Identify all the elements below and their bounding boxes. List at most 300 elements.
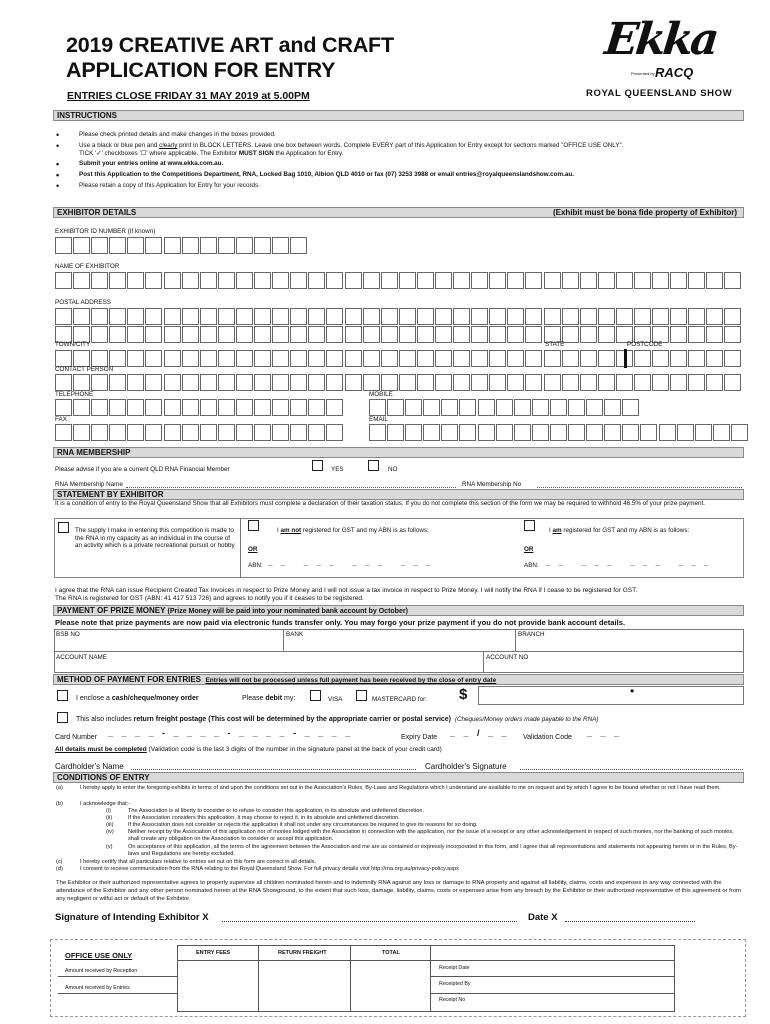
char-box[interactable] [308,424,325,441]
char-box[interactable] [326,272,343,289]
char-box[interactable] [688,374,705,391]
char-box[interactable] [399,326,416,343]
char-box[interactable] [290,326,307,343]
account-no-label[interactable]: ACCOUNT NO [486,654,529,661]
char-box[interactable] [182,272,199,289]
char-box[interactable] [363,350,380,367]
char-box[interactable] [670,272,687,289]
char-box[interactable] [405,424,422,441]
char-box[interactable] [489,374,506,391]
char-box[interactable] [127,350,144,367]
char-box[interactable] [724,326,741,343]
char-box[interactable] [218,308,235,325]
char-box[interactable] [387,424,404,441]
char-box[interactable] [688,308,705,325]
char-box[interactable] [604,399,621,416]
char-box[interactable] [622,424,639,441]
char-box[interactable] [236,374,253,391]
char-box[interactable] [254,272,271,289]
char-box[interactable] [200,308,217,325]
char-box[interactable] [272,399,289,416]
char-box[interactable] [507,350,524,367]
char-box[interactable] [55,272,72,289]
char-box[interactable] [73,350,90,367]
char-box[interactable] [73,272,90,289]
char-box[interactable] [471,374,488,391]
char-box[interactable] [652,350,669,367]
bsb-label[interactable]: BSB NO [56,631,80,638]
char-box[interactable] [496,424,513,441]
char-box[interactable] [459,399,476,416]
date-line[interactable] [565,921,695,922]
hobby-checkbox[interactable] [58,522,69,533]
char-box[interactable] [598,308,615,325]
char-box[interactable] [91,326,108,343]
char-box[interactable] [91,399,108,416]
char-box[interactable] [290,399,307,416]
email-boxes[interactable] [369,424,749,441]
char-box[interactable] [73,424,90,441]
char-box[interactable] [109,374,126,391]
char-box[interactable] [489,326,506,343]
char-box[interactable] [218,272,235,289]
char-box[interactable] [453,308,470,325]
char-box[interactable] [550,424,567,441]
char-box[interactable] [272,272,289,289]
char-box[interactable] [73,399,90,416]
char-box[interactable] [507,272,524,289]
char-box[interactable] [435,308,452,325]
char-box[interactable] [200,424,217,441]
char-box[interactable] [254,374,271,391]
char-box[interactable] [363,374,380,391]
char-box[interactable] [399,350,416,367]
char-box[interactable] [387,399,404,416]
char-box[interactable] [634,272,651,289]
char-box[interactable] [724,350,741,367]
char-box[interactable] [182,424,199,441]
char-box[interactable] [345,308,362,325]
char-box[interactable] [290,272,307,289]
char-box[interactable] [634,350,651,367]
char-box[interactable] [272,424,289,441]
char-box[interactable] [369,399,386,416]
char-box[interactable] [236,326,253,343]
char-box[interactable] [580,374,597,391]
char-box[interactable] [254,308,271,325]
char-box[interactable] [308,350,325,367]
char-box[interactable] [399,374,416,391]
char-box[interactable] [381,374,398,391]
char-box[interactable] [55,237,72,254]
char-box[interactable] [399,308,416,325]
char-box[interactable] [55,350,72,367]
rna-yes-checkbox[interactable] [312,460,323,471]
char-box[interactable] [91,308,108,325]
char-box[interactable] [369,424,386,441]
char-box[interactable] [109,308,126,325]
char-box[interactable] [272,374,289,391]
char-box[interactable] [706,272,723,289]
abn-mask-1[interactable]: _ _ _ _ _ _ _ _ _ _ _ [268,558,434,567]
freight-checkbox[interactable] [57,712,68,723]
contact-person-boxes[interactable] [55,374,743,391]
validation-mask[interactable]: _ _ _ [587,728,623,738]
mobile-boxes[interactable] [369,399,640,416]
char-box[interactable] [236,308,253,325]
char-box[interactable] [634,374,651,391]
cardholder-name-line[interactable] [131,769,416,770]
char-box[interactable] [598,272,615,289]
char-box[interactable] [731,424,748,441]
char-box[interactable] [326,350,343,367]
char-box[interactable] [659,424,676,441]
char-box[interactable] [145,308,162,325]
char-box[interactable] [236,399,253,416]
char-box[interactable] [489,272,506,289]
char-box[interactable] [417,350,434,367]
char-box[interactable] [182,374,199,391]
char-box[interactable] [724,272,741,289]
char-box[interactable] [580,272,597,289]
char-box[interactable] [598,374,615,391]
visa-checkbox[interactable] [310,690,321,701]
char-box[interactable] [532,399,549,416]
char-box[interactable] [381,272,398,289]
char-box[interactable] [525,272,542,289]
char-box[interactable] [326,374,343,391]
char-box[interactable] [453,374,470,391]
char-box[interactable] [453,272,470,289]
char-box[interactable] [91,424,108,441]
char-box[interactable] [688,272,705,289]
char-box[interactable] [127,237,144,254]
char-box[interactable] [290,350,307,367]
mastercard-checkbox[interactable] [356,690,367,701]
char-box[interactable] [706,350,723,367]
char-box[interactable] [254,237,271,254]
char-box[interactable] [514,424,531,441]
char-box[interactable] [670,308,687,325]
char-box[interactable] [489,308,506,325]
char-box[interactable] [405,399,422,416]
char-box[interactable] [525,326,542,343]
char-box[interactable] [580,308,597,325]
char-box[interactable] [471,272,488,289]
char-box[interactable] [622,399,639,416]
char-box[interactable] [127,399,144,416]
char-box[interactable] [677,424,694,441]
char-box[interactable] [164,237,181,254]
char-box[interactable] [145,272,162,289]
char-box[interactable] [290,374,307,391]
char-box[interactable] [272,350,289,367]
char-box[interactable] [182,350,199,367]
char-box[interactable] [381,326,398,343]
char-box[interactable] [441,399,458,416]
char-box[interactable] [616,308,633,325]
char-box[interactable] [236,272,253,289]
char-box[interactable] [478,424,495,441]
char-box[interactable] [670,326,687,343]
expiry-mask[interactable]: _ _ / _ _ [450,728,510,738]
char-box[interactable] [326,424,343,441]
char-box[interactable] [616,272,633,289]
abn-mask-2[interactable]: _ _ _ _ _ _ _ _ _ _ _ [546,558,712,567]
char-box[interactable] [544,272,561,289]
char-box[interactable] [471,308,488,325]
char-box[interactable] [254,350,271,367]
char-box[interactable] [525,350,542,367]
char-box[interactable] [73,374,90,391]
char-box[interactable] [471,326,488,343]
char-box[interactable] [218,399,235,416]
char-box[interactable] [145,399,162,416]
char-box[interactable] [363,272,380,289]
char-box[interactable] [127,272,144,289]
char-box[interactable] [145,374,162,391]
char-box[interactable] [695,424,712,441]
char-box[interactable] [562,308,579,325]
char-box[interactable] [435,326,452,343]
char-box[interactable] [218,326,235,343]
char-box[interactable] [236,350,253,367]
char-box[interactable] [200,374,217,391]
char-box[interactable] [164,272,181,289]
char-box[interactable] [507,308,524,325]
char-box[interactable] [453,350,470,367]
char-box[interactable] [381,350,398,367]
char-box[interactable] [435,350,452,367]
char-box[interactable] [91,272,108,289]
char-box[interactable] [218,350,235,367]
cardholder-signature-line[interactable] [520,769,743,770]
char-box[interactable] [109,399,126,416]
card-number-mask[interactable]: _ _ _ _ - _ _ _ _ - _ _ _ _ - _ _ _ _ [108,728,354,738]
char-box[interactable] [182,399,199,416]
char-box[interactable] [91,374,108,391]
char-box[interactable] [568,424,585,441]
char-box[interactable] [640,424,657,441]
char-box[interactable] [544,350,561,367]
char-box[interactable] [182,237,199,254]
char-box[interactable] [272,326,289,343]
char-box[interactable] [145,424,162,441]
postal-address-boxes-1[interactable] [55,308,743,325]
char-box[interactable] [652,308,669,325]
char-box[interactable] [308,326,325,343]
char-box[interactable] [399,272,416,289]
char-box[interactable] [423,424,440,441]
char-box[interactable] [200,237,217,254]
char-box[interactable] [724,374,741,391]
char-box[interactable] [604,424,621,441]
char-box[interactable] [254,424,271,441]
char-box[interactable] [562,272,579,289]
char-box[interactable] [254,399,271,416]
char-box[interactable] [164,326,181,343]
char-box[interactable] [345,350,362,367]
char-box[interactable] [652,374,669,391]
char-box[interactable] [724,308,741,325]
registered-checkbox[interactable] [524,520,535,531]
cash-cheque-checkbox[interactable] [57,690,68,701]
char-box[interactable] [417,272,434,289]
received-reception-line[interactable] [58,976,177,977]
char-box[interactable] [127,374,144,391]
char-box[interactable] [326,399,343,416]
char-box[interactable] [381,308,398,325]
char-box[interactable] [55,399,72,416]
char-box[interactable] [109,237,126,254]
char-box[interactable] [91,237,108,254]
char-box[interactable] [326,326,343,343]
char-box[interactable] [580,326,597,343]
char-box[interactable] [514,399,531,416]
char-box[interactable] [586,424,603,441]
char-box[interactable] [453,326,470,343]
char-box[interactable] [417,374,434,391]
char-box[interactable] [435,272,452,289]
char-box[interactable] [290,424,307,441]
char-box[interactable] [145,237,162,254]
char-box[interactable] [127,308,144,325]
char-box[interactable] [688,350,705,367]
char-box[interactable] [272,237,289,254]
char-box[interactable] [580,350,597,367]
char-box[interactable] [417,326,434,343]
char-box[interactable] [652,272,669,289]
char-box[interactable] [345,326,362,343]
char-box[interactable] [598,326,615,343]
exhibitor-name-boxes[interactable] [55,272,743,289]
char-box[interactable] [127,424,144,441]
char-box[interactable] [109,424,126,441]
char-box[interactable] [459,424,476,441]
char-box[interactable] [55,308,72,325]
char-box[interactable] [706,374,723,391]
char-box[interactable] [670,374,687,391]
char-box[interactable] [525,374,542,391]
char-box[interactable] [308,272,325,289]
char-box[interactable] [308,399,325,416]
char-box[interactable] [345,374,362,391]
char-box[interactable] [713,424,730,441]
char-box[interactable] [471,350,488,367]
char-box[interactable] [489,350,506,367]
char-box[interactable] [73,237,90,254]
char-box[interactable] [308,374,325,391]
char-box[interactable] [532,424,549,441]
char-box[interactable] [550,399,567,416]
char-box[interactable] [55,374,72,391]
char-box[interactable] [164,399,181,416]
char-box[interactable] [435,374,452,391]
char-box[interactable] [200,399,217,416]
char-box[interactable] [441,424,458,441]
bank-label[interactable]: BANK [286,631,304,638]
char-box[interactable] [496,399,513,416]
char-box[interactable] [218,374,235,391]
char-box[interactable] [525,308,542,325]
char-box[interactable] [616,374,633,391]
char-box[interactable] [55,424,72,441]
signature-line[interactable] [222,921,517,922]
rna-no-checkbox[interactable] [368,460,379,471]
char-box[interactable] [363,326,380,343]
char-box[interactable] [544,374,561,391]
telephone-boxes[interactable] [55,399,345,416]
char-box[interactable] [562,350,579,367]
char-box[interactable] [423,399,440,416]
char-box[interactable] [218,237,235,254]
char-box[interactable] [326,308,343,325]
char-box[interactable] [145,326,162,343]
char-box[interactable] [109,272,126,289]
char-box[interactable] [417,308,434,325]
char-box[interactable] [706,326,723,343]
exhibitor-id-boxes[interactable] [55,237,308,254]
town-boxes[interactable] [55,350,743,367]
char-box[interactable] [308,308,325,325]
char-box[interactable] [218,424,235,441]
char-box[interactable] [200,272,217,289]
rna-membership-no-line[interactable] [537,487,742,488]
char-box[interactable] [200,350,217,367]
char-box[interactable] [706,308,723,325]
char-box[interactable] [236,424,253,441]
char-box[interactable] [109,326,126,343]
char-box[interactable] [91,350,108,367]
char-box[interactable] [586,399,603,416]
char-box[interactable] [145,350,162,367]
char-box[interactable] [73,308,90,325]
char-box[interactable] [164,424,181,441]
char-box[interactable] [562,374,579,391]
char-box[interactable] [507,326,524,343]
char-box[interactable] [200,326,217,343]
char-box[interactable] [182,326,199,343]
char-box[interactable] [164,374,181,391]
char-box[interactable] [236,237,253,254]
not-registered-checkbox[interactable] [248,520,259,531]
char-box[interactable] [598,350,615,367]
char-box[interactable] [182,308,199,325]
amount-box[interactable] [478,686,744,705]
char-box[interactable] [290,237,307,254]
fax-boxes[interactable] [55,424,345,441]
char-box[interactable] [634,308,651,325]
char-box[interactable] [164,350,181,367]
char-box[interactable] [688,326,705,343]
char-box[interactable] [478,399,495,416]
account-name-label[interactable]: ACCOUNT NAME [56,654,107,661]
char-box[interactable] [254,326,271,343]
char-box[interactable] [507,374,524,391]
char-box[interactable] [670,350,687,367]
received-entries-line[interactable] [58,993,177,994]
char-box[interactable] [568,399,585,416]
char-box[interactable] [164,308,181,325]
char-box[interactable] [272,308,289,325]
char-box[interactable] [109,350,126,367]
char-box[interactable] [345,272,362,289]
char-box[interactable] [544,308,561,325]
rna-membership-name-line[interactable] [126,487,456,488]
char-box[interactable] [290,308,307,325]
char-box[interactable] [363,308,380,325]
branch-label[interactable]: BRANCH [518,631,545,638]
